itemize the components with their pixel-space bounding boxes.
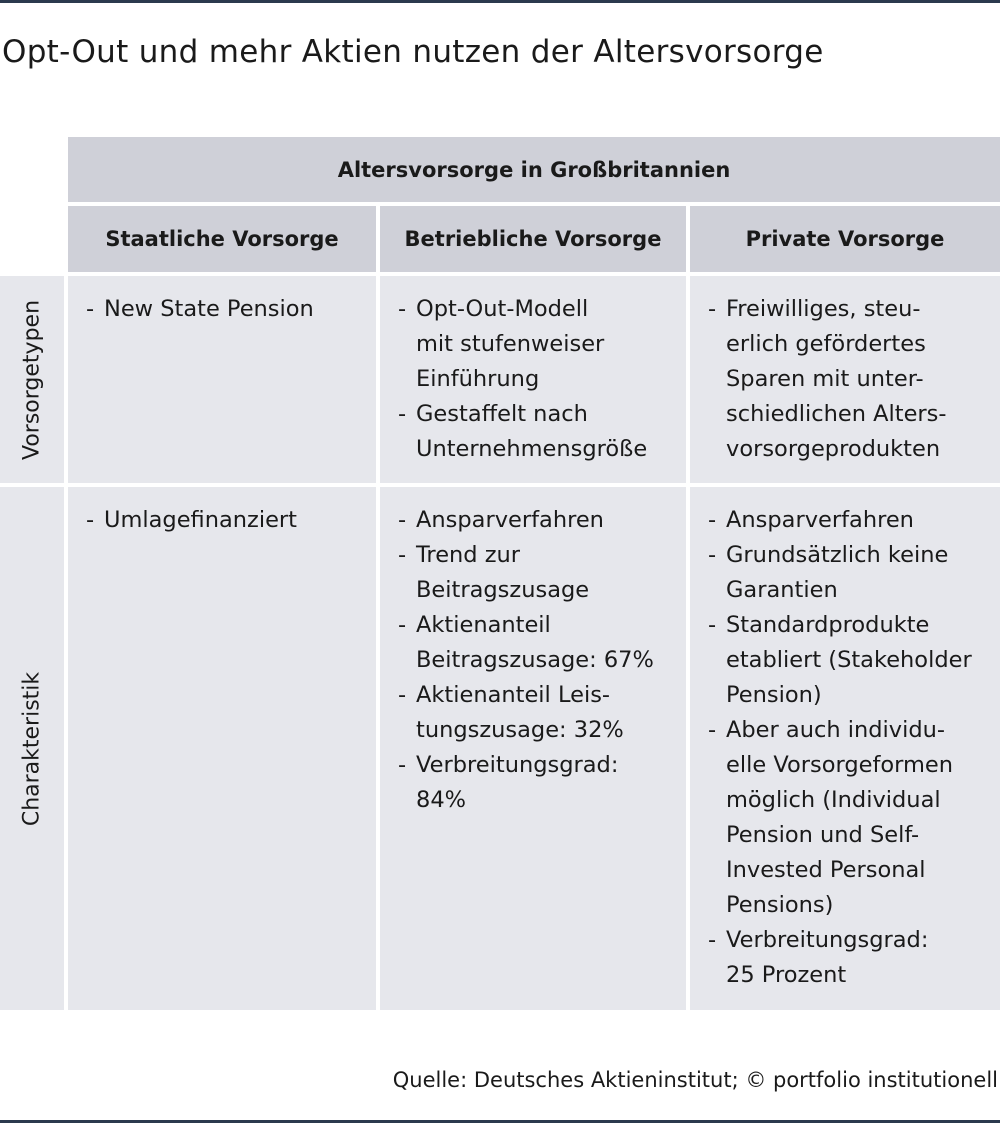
list-item: - Grundsätzlich keine Garantien — [708, 538, 1000, 608]
row-label-text: Vorsorgetypen — [19, 299, 45, 460]
cell-list — [708, 503, 1000, 993]
list-item: - Gestaffelt nach Unternehmensgröße — [398, 397, 686, 467]
table-cell — [690, 487, 1000, 1010]
table-cell — [690, 276, 1000, 483]
table-cell — [68, 487, 376, 1010]
column-header-betriebliche: Betriebliche Vorsorge — [380, 206, 686, 272]
page-title: Opt-Out und mehr Aktien nutzen der Altersvorsorge — [2, 34, 824, 70]
list-item: - Aktienanteil Leis- tungszusage: 32% — [398, 678, 686, 748]
list-item: - Ansparverfahren — [708, 503, 1000, 538]
table-cell — [380, 487, 686, 1010]
list-item: - Umlagefinanziert — [86, 503, 376, 538]
table-cell — [68, 276, 376, 483]
source-note: Quelle: Deutsches Aktieninstitut; © portfolio institutionell — [392, 1068, 998, 1092]
table-cell — [380, 276, 686, 483]
list-item: - Aber auch individu- elle Vorsorgeformen möglich (Individual Pension und Self- Invested Personal Pensions) — [708, 713, 1000, 923]
list-item: - New State Pension — [86, 292, 376, 327]
list-item: - Trend zur Beitragszusage — [398, 538, 686, 608]
list-item: - Ansparverfahren — [398, 503, 686, 538]
cell-list — [86, 292, 376, 327]
row-label-charakteristik — [0, 487, 64, 1010]
list-item: - Opt-Out-Modell mit stufenweiser Einführung — [398, 292, 686, 397]
table-group-header: Altersvorsorge in Großbritannien — [68, 137, 1000, 202]
bottom-rule — [0, 1120, 1000, 1123]
column-header-private: Private Vorsorge — [690, 206, 1000, 272]
cell-list — [86, 503, 376, 538]
top-rule — [0, 0, 1000, 3]
list-item: - Verbreitungsgrad: 84% — [398, 748, 686, 818]
row-label-text: Charakteristik — [19, 671, 45, 826]
row-label-vorsorgetypen — [0, 276, 64, 483]
list-item: - Verbreitungsgrad: 25 Prozent — [708, 923, 1000, 993]
column-header-staatliche: Staatliche Vorsorge — [68, 206, 376, 272]
cell-list — [708, 292, 1000, 467]
cell-list — [398, 292, 686, 467]
list-item: - Aktienanteil Beitragszusage: 67% — [398, 608, 686, 678]
list-item: - Standardprodukte etabliert (Stakeholder Pension) — [708, 608, 1000, 713]
list-item: - Freiwilliges, steu- erlich gefördertes Sparen mit unter- schiedlichen Alters- vorsorgeprodukten — [708, 292, 1000, 467]
cell-list — [398, 503, 686, 818]
